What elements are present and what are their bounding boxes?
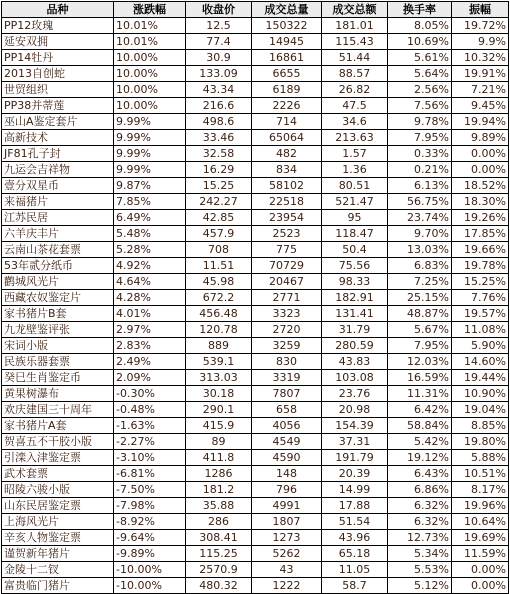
name-cell: PP14牡丹 — [2, 50, 114, 66]
table-row — [2, 274, 509, 290]
name-cell: 2013自创蛇 — [2, 66, 114, 82]
name-cell: 53年贰分纸币 — [2, 258, 114, 274]
amplitude-cell: 7.76% — [452, 290, 509, 306]
name-cell: 民族乐器套票 — [2, 354, 114, 370]
table-row — [2, 370, 509, 386]
close-cell: 456.48 — [186, 306, 252, 322]
turnover-cell: 6.86% — [388, 482, 452, 498]
amount-cell: 47.5 — [322, 98, 388, 114]
amount-cell: 103.08 — [322, 370, 388, 386]
volume-cell: 4549 — [252, 434, 322, 450]
amount-cell: 34.6 — [322, 114, 388, 130]
amplitude-cell: 18.30% — [452, 194, 509, 210]
header-volume: 成交总量 — [252, 2, 322, 18]
amount-cell: 31.79 — [322, 322, 388, 338]
amplitude-cell: 19.69% — [452, 530, 509, 546]
name-cell: 武术套票 — [2, 466, 114, 482]
amplitude-cell: 19.57% — [452, 306, 509, 322]
header-amount: 成交总额 — [322, 2, 388, 18]
amplitude-cell: 19.96% — [452, 498, 509, 514]
table-row — [2, 130, 509, 146]
close-cell: 45.98 — [186, 274, 252, 290]
change-cell: -9.64% — [114, 530, 186, 546]
turnover-cell: 12.03% — [388, 354, 452, 370]
name-cell: 欢庆建国三十周年 — [2, 402, 114, 418]
name-cell: 江苏民居 — [2, 210, 114, 226]
amount-cell: 1.57 — [322, 146, 388, 162]
amplitude-cell: 10.51% — [452, 466, 509, 482]
table-row — [2, 578, 509, 594]
turnover-cell: 0.21% — [388, 162, 452, 178]
volume-cell: 23954 — [252, 210, 322, 226]
name-cell: 西藏农奴鉴定片 — [2, 290, 114, 306]
change-cell: -7.98% — [114, 498, 186, 514]
close-cell: 2570.9 — [186, 562, 252, 578]
turnover-cell: 6.32% — [388, 498, 452, 514]
amplitude-cell: 0.00% — [452, 146, 509, 162]
change-cell: 10.01% — [114, 18, 186, 34]
amount-cell: 118.47 — [322, 226, 388, 242]
amplitude-cell: 17.85% — [452, 226, 509, 242]
amplitude-cell: 10.64% — [452, 514, 509, 530]
table-row — [2, 434, 509, 450]
volume-cell: 7807 — [252, 386, 322, 402]
change-cell: 9.87% — [114, 178, 186, 194]
close-cell: 286 — [186, 514, 252, 530]
change-cell: 10.00% — [114, 82, 186, 98]
table-row — [2, 322, 509, 338]
name-cell: JF81孔子封 — [2, 146, 114, 162]
close-cell: 308.41 — [186, 530, 252, 546]
turnover-cell: 16.59% — [388, 370, 452, 386]
close-cell: 539.1 — [186, 354, 252, 370]
name-cell: 家书猪片A套 — [2, 418, 114, 434]
volume-cell: 830 — [252, 354, 322, 370]
table-row — [2, 418, 509, 434]
amount-cell: 75.56 — [322, 258, 388, 274]
name-cell: 高新技术 — [2, 130, 114, 146]
amount-cell: 521.47 — [322, 194, 388, 210]
table-row — [2, 178, 509, 194]
table-row — [2, 450, 509, 466]
turnover-cell: 8.05% — [388, 18, 452, 34]
close-cell: 30.18 — [186, 386, 252, 402]
change-cell: -9.89% — [114, 546, 186, 562]
name-cell: 谨贺新年猪片 — [2, 546, 114, 562]
amount-cell: 14.99 — [322, 482, 388, 498]
name-cell: 云南山茶花套票 — [2, 242, 114, 258]
close-cell: 30.9 — [186, 50, 252, 66]
table-header-row — [2, 2, 509, 18]
close-cell: 290.1 — [186, 402, 252, 418]
amplitude-cell: 15.25% — [452, 274, 509, 290]
amount-cell: 191.79 — [322, 450, 388, 466]
change-cell: -10.00% — [114, 578, 186, 594]
amplitude-cell: 8.17% — [452, 482, 509, 498]
volume-cell: 834 — [252, 162, 322, 178]
change-cell: 10.01% — [114, 34, 186, 50]
table-row — [2, 354, 509, 370]
table-row — [2, 162, 509, 178]
volume-cell: 2771 — [252, 290, 322, 306]
header-amplitude: 振幅 — [452, 2, 509, 18]
name-cell: 九运会吉祥物 — [2, 162, 114, 178]
table-row — [2, 34, 509, 50]
table-row — [2, 386, 509, 402]
table-row — [2, 226, 509, 242]
turnover-cell: 19.12% — [388, 450, 452, 466]
turnover-cell: 5.34% — [388, 546, 452, 562]
table-row — [2, 338, 509, 354]
volume-cell: 4590 — [252, 450, 322, 466]
change-cell: 7.85% — [114, 194, 186, 210]
close-cell: 242.27 — [186, 194, 252, 210]
turnover-cell: 13.03% — [388, 242, 452, 258]
close-cell: 115.25 — [186, 546, 252, 562]
amplitude-cell: 10.32% — [452, 50, 509, 66]
change-cell: 9.99% — [114, 162, 186, 178]
volume-cell: 1222 — [252, 578, 322, 594]
amplitude-cell: 11.59% — [452, 546, 509, 562]
volume-cell: 148 — [252, 466, 322, 482]
amount-cell: 98.33 — [322, 274, 388, 290]
amount-cell: 95 — [322, 210, 388, 226]
change-cell: 10.00% — [114, 98, 186, 114]
turnover-cell: 6.32% — [388, 514, 452, 530]
change-cell: 2.09% — [114, 370, 186, 386]
table-row — [2, 498, 509, 514]
volume-cell: 43 — [252, 562, 322, 578]
turnover-cell: 25.15% — [388, 290, 452, 306]
change-cell: 4.64% — [114, 274, 186, 290]
amplitude-cell: 5.90% — [452, 338, 509, 354]
table-row — [2, 146, 509, 162]
amount-cell: 80.51 — [322, 178, 388, 194]
change-cell: -0.30% — [114, 386, 186, 402]
turnover-cell: 7.95% — [388, 130, 452, 146]
amount-cell: 26.82 — [322, 82, 388, 98]
turnover-cell: 6.42% — [388, 402, 452, 418]
volume-cell: 150322 — [252, 18, 322, 34]
name-cell: 金陵十二钗 — [2, 562, 114, 578]
volume-cell: 6655 — [252, 66, 322, 82]
amount-cell: 51.44 — [322, 50, 388, 66]
amount-cell: 51.54 — [322, 514, 388, 530]
turnover-cell: 48.87% — [388, 306, 452, 322]
amount-cell: 131.41 — [322, 306, 388, 322]
name-cell: 鹳城风光片 — [2, 274, 114, 290]
volume-cell: 3259 — [252, 338, 322, 354]
volume-cell: 58102 — [252, 178, 322, 194]
close-cell: 32.58 — [186, 146, 252, 162]
turnover-cell: 5.67% — [388, 322, 452, 338]
volume-cell: 16861 — [252, 50, 322, 66]
change-cell: -0.48% — [114, 402, 186, 418]
close-cell: 216.6 — [186, 98, 252, 114]
table-row — [2, 482, 509, 498]
amplitude-cell: 5.88% — [452, 450, 509, 466]
volume-cell: 2523 — [252, 226, 322, 242]
amount-cell: 20.39 — [322, 466, 388, 482]
name-cell: 富贵临门猪片 — [2, 578, 114, 594]
amplitude-cell: 19.44% — [452, 370, 509, 386]
table-row — [2, 466, 509, 482]
change-cell: 5.48% — [114, 226, 186, 242]
header-turnover: 换手率 — [388, 2, 452, 18]
volume-cell: 796 — [252, 482, 322, 498]
amount-cell: 43.96 — [322, 530, 388, 546]
turnover-cell: 9.78% — [388, 114, 452, 130]
turnover-cell: 5.42% — [388, 434, 452, 450]
change-cell: 9.99% — [114, 114, 186, 130]
change-cell: 2.83% — [114, 338, 186, 354]
change-cell: -10.00% — [114, 562, 186, 578]
name-cell: 宋词小版 — [2, 338, 114, 354]
table-row — [2, 258, 509, 274]
amplitude-cell: 19.26% — [452, 210, 509, 226]
close-cell: 457.9 — [186, 226, 252, 242]
table-row — [2, 98, 509, 114]
table-row — [2, 306, 509, 322]
turnover-cell: 6.83% — [388, 258, 452, 274]
name-cell: 癸巳生肖鉴定币 — [2, 370, 114, 386]
close-cell: 16.29 — [186, 162, 252, 178]
table-row — [2, 514, 509, 530]
header-close: 收盘价 — [186, 2, 252, 18]
amplitude-cell: 11.08% — [452, 322, 509, 338]
table-row — [2, 530, 509, 546]
amplitude-cell: 7.21% — [452, 82, 509, 98]
amount-cell: 154.39 — [322, 418, 388, 434]
volume-cell: 14945 — [252, 34, 322, 50]
turnover-cell: 7.25% — [388, 274, 452, 290]
name-cell: 九龙壁鉴评张 — [2, 322, 114, 338]
name-cell: 贺喜五不干胶小版 — [2, 434, 114, 450]
change-cell: 2.97% — [114, 322, 186, 338]
volume-cell: 714 — [252, 114, 322, 130]
volume-cell: 65064 — [252, 130, 322, 146]
header-name: 品种 — [2, 2, 114, 18]
close-cell: 12.5 — [186, 18, 252, 34]
name-cell: 延安双拥 — [2, 34, 114, 50]
amplitude-cell: 0.00% — [452, 162, 509, 178]
amplitude-cell: 8.85% — [452, 418, 509, 434]
change-cell: -6.81% — [114, 466, 186, 482]
name-cell: 昭陵六骏小版 — [2, 482, 114, 498]
turnover-cell: 58.84% — [388, 418, 452, 434]
table-row — [2, 242, 509, 258]
turnover-cell: 23.74% — [388, 210, 452, 226]
volume-cell: 3323 — [252, 306, 322, 322]
change-cell: 9.99% — [114, 146, 186, 162]
close-cell: 498.6 — [186, 114, 252, 130]
turnover-cell: 10.69% — [388, 34, 452, 50]
close-cell: 313.03 — [186, 370, 252, 386]
amount-cell: 88.57 — [322, 66, 388, 82]
name-cell: 壹分双星币 — [2, 178, 114, 194]
amount-cell: 280.59 — [322, 338, 388, 354]
volume-cell: 775 — [252, 242, 322, 258]
close-cell: 15.25 — [186, 178, 252, 194]
turnover-cell: 5.61% — [388, 50, 452, 66]
close-cell: 42.85 — [186, 210, 252, 226]
turnover-cell: 7.95% — [388, 338, 452, 354]
table-row — [2, 402, 509, 418]
turnover-cell: 7.56% — [388, 98, 452, 114]
turnover-cell: 6.43% — [388, 466, 452, 482]
close-cell: 1286 — [186, 466, 252, 482]
amount-cell: 37.31 — [322, 434, 388, 450]
table-row — [2, 114, 509, 130]
change-cell: 4.28% — [114, 290, 186, 306]
name-cell: 山东民居鉴定票 — [2, 498, 114, 514]
change-cell: 10.00% — [114, 66, 186, 82]
volume-cell: 1273 — [252, 530, 322, 546]
change-cell: -3.10% — [114, 450, 186, 466]
turnover-cell: 5.64% — [388, 66, 452, 82]
volume-cell: 2720 — [252, 322, 322, 338]
volume-cell: 22518 — [252, 194, 322, 210]
name-cell: 来福猪片 — [2, 194, 114, 210]
change-cell: 4.92% — [114, 258, 186, 274]
close-cell: 672.2 — [186, 290, 252, 306]
amount-cell: 213.63 — [322, 130, 388, 146]
amplitude-cell: 19.66% — [452, 242, 509, 258]
table-row — [2, 50, 509, 66]
change-cell: 9.99% — [114, 130, 186, 146]
table-row — [2, 210, 509, 226]
name-cell: 六羊庆丰片 — [2, 226, 114, 242]
turnover-cell: 2.56% — [388, 82, 452, 98]
amount-cell: 17.88 — [322, 498, 388, 514]
turnover-cell: 5.53% — [388, 562, 452, 578]
table-row — [2, 82, 509, 98]
table-body — [2, 18, 509, 594]
turnover-cell: 11.31% — [388, 386, 452, 402]
change-cell: 6.49% — [114, 210, 186, 226]
change-cell: 10.00% — [114, 50, 186, 66]
close-cell: 43.34 — [186, 82, 252, 98]
amplitude-cell: 19.91% — [452, 66, 509, 82]
amplitude-cell: 19.94% — [452, 114, 509, 130]
name-cell: PP12玫瑰 — [2, 18, 114, 34]
amount-cell: 50.4 — [322, 242, 388, 258]
turnover-cell: 6.13% — [388, 178, 452, 194]
close-cell: 181.2 — [186, 482, 252, 498]
amount-cell: 11.05 — [322, 562, 388, 578]
turnover-cell: 56.75% — [388, 194, 452, 210]
amount-cell: 65.18 — [322, 546, 388, 562]
change-cell: 2.49% — [114, 354, 186, 370]
amount-cell: 115.43 — [322, 34, 388, 50]
name-cell: 上海风光片 — [2, 514, 114, 530]
amplitude-cell: 10.90% — [452, 386, 509, 402]
name-cell: PP38并蒂莲 — [2, 98, 114, 114]
amplitude-cell: 9.9% — [452, 34, 509, 50]
volume-cell: 3319 — [252, 370, 322, 386]
amplitude-cell: 14.60% — [452, 354, 509, 370]
amount-cell: 1.36 — [322, 162, 388, 178]
volume-cell: 2226 — [252, 98, 322, 114]
amplitude-cell: 18.52% — [452, 178, 509, 194]
close-cell: 415.9 — [186, 418, 252, 434]
turnover-cell: 12.73% — [388, 530, 452, 546]
table-row — [2, 562, 509, 578]
close-cell: 35.88 — [186, 498, 252, 514]
close-cell: 77.4 — [186, 34, 252, 50]
name-cell: 家书猪片B套 — [2, 306, 114, 322]
volume-cell: 6189 — [252, 82, 322, 98]
amplitude-cell: 19.80% — [452, 434, 509, 450]
turnover-cell: 0.33% — [388, 146, 452, 162]
amplitude-cell: 9.45% — [452, 98, 509, 114]
volume-cell: 658 — [252, 402, 322, 418]
turnover-cell: 9.70% — [388, 226, 452, 242]
name-cell: 引滦入津鉴定票 — [2, 450, 114, 466]
amplitude-cell: 19.04% — [452, 402, 509, 418]
table-row — [2, 18, 509, 34]
change-cell: -1.63% — [114, 418, 186, 434]
stock-quote-table — [1, 1, 509, 594]
table-row — [2, 290, 509, 306]
close-cell: 133.09 — [186, 66, 252, 82]
change-cell: 4.01% — [114, 306, 186, 322]
amplitude-cell: 0.00% — [452, 578, 509, 594]
name-cell: 巫山A鉴定套片 — [2, 114, 114, 130]
amount-cell: 182.91 — [322, 290, 388, 306]
amount-cell: 43.83 — [322, 354, 388, 370]
header-change: 涨跌幅 — [114, 2, 186, 18]
volume-cell: 5262 — [252, 546, 322, 562]
volume-cell: 1807 — [252, 514, 322, 530]
table-row — [2, 194, 509, 210]
change-cell: -8.92% — [114, 514, 186, 530]
amplitude-cell: 19.72% — [452, 18, 509, 34]
close-cell: 411.8 — [186, 450, 252, 466]
amount-cell: 20.98 — [322, 402, 388, 418]
volume-cell: 4991 — [252, 498, 322, 514]
close-cell: 120.78 — [186, 322, 252, 338]
name-cell: 世贸组织 — [2, 82, 114, 98]
name-cell: 黄果树瀑布 — [2, 386, 114, 402]
table-row — [2, 66, 509, 82]
name-cell: 辛亥人物鉴定票 — [2, 530, 114, 546]
volume-cell: 4056 — [252, 418, 322, 434]
amount-cell: 23.76 — [322, 386, 388, 402]
close-cell: 33.46 — [186, 130, 252, 146]
change-cell: -7.50% — [114, 482, 186, 498]
amplitude-cell: 0.00% — [452, 562, 509, 578]
close-cell: 480.32 — [186, 578, 252, 594]
amount-cell: 181.01 — [322, 18, 388, 34]
change-cell: 5.28% — [114, 242, 186, 258]
close-cell: 89 — [186, 434, 252, 450]
change-cell: -2.27% — [114, 434, 186, 450]
amplitude-cell: 9.89% — [452, 130, 509, 146]
volume-cell: 482 — [252, 146, 322, 162]
close-cell: 889 — [186, 338, 252, 354]
volume-cell: 20467 — [252, 274, 322, 290]
close-cell: 708 — [186, 242, 252, 258]
amount-cell: 58.7 — [322, 578, 388, 594]
volume-cell: 70729 — [252, 258, 322, 274]
close-cell: 11.51 — [186, 258, 252, 274]
turnover-cell: 5.12% — [388, 578, 452, 594]
amplitude-cell: 19.78% — [452, 258, 509, 274]
table-row — [2, 546, 509, 562]
